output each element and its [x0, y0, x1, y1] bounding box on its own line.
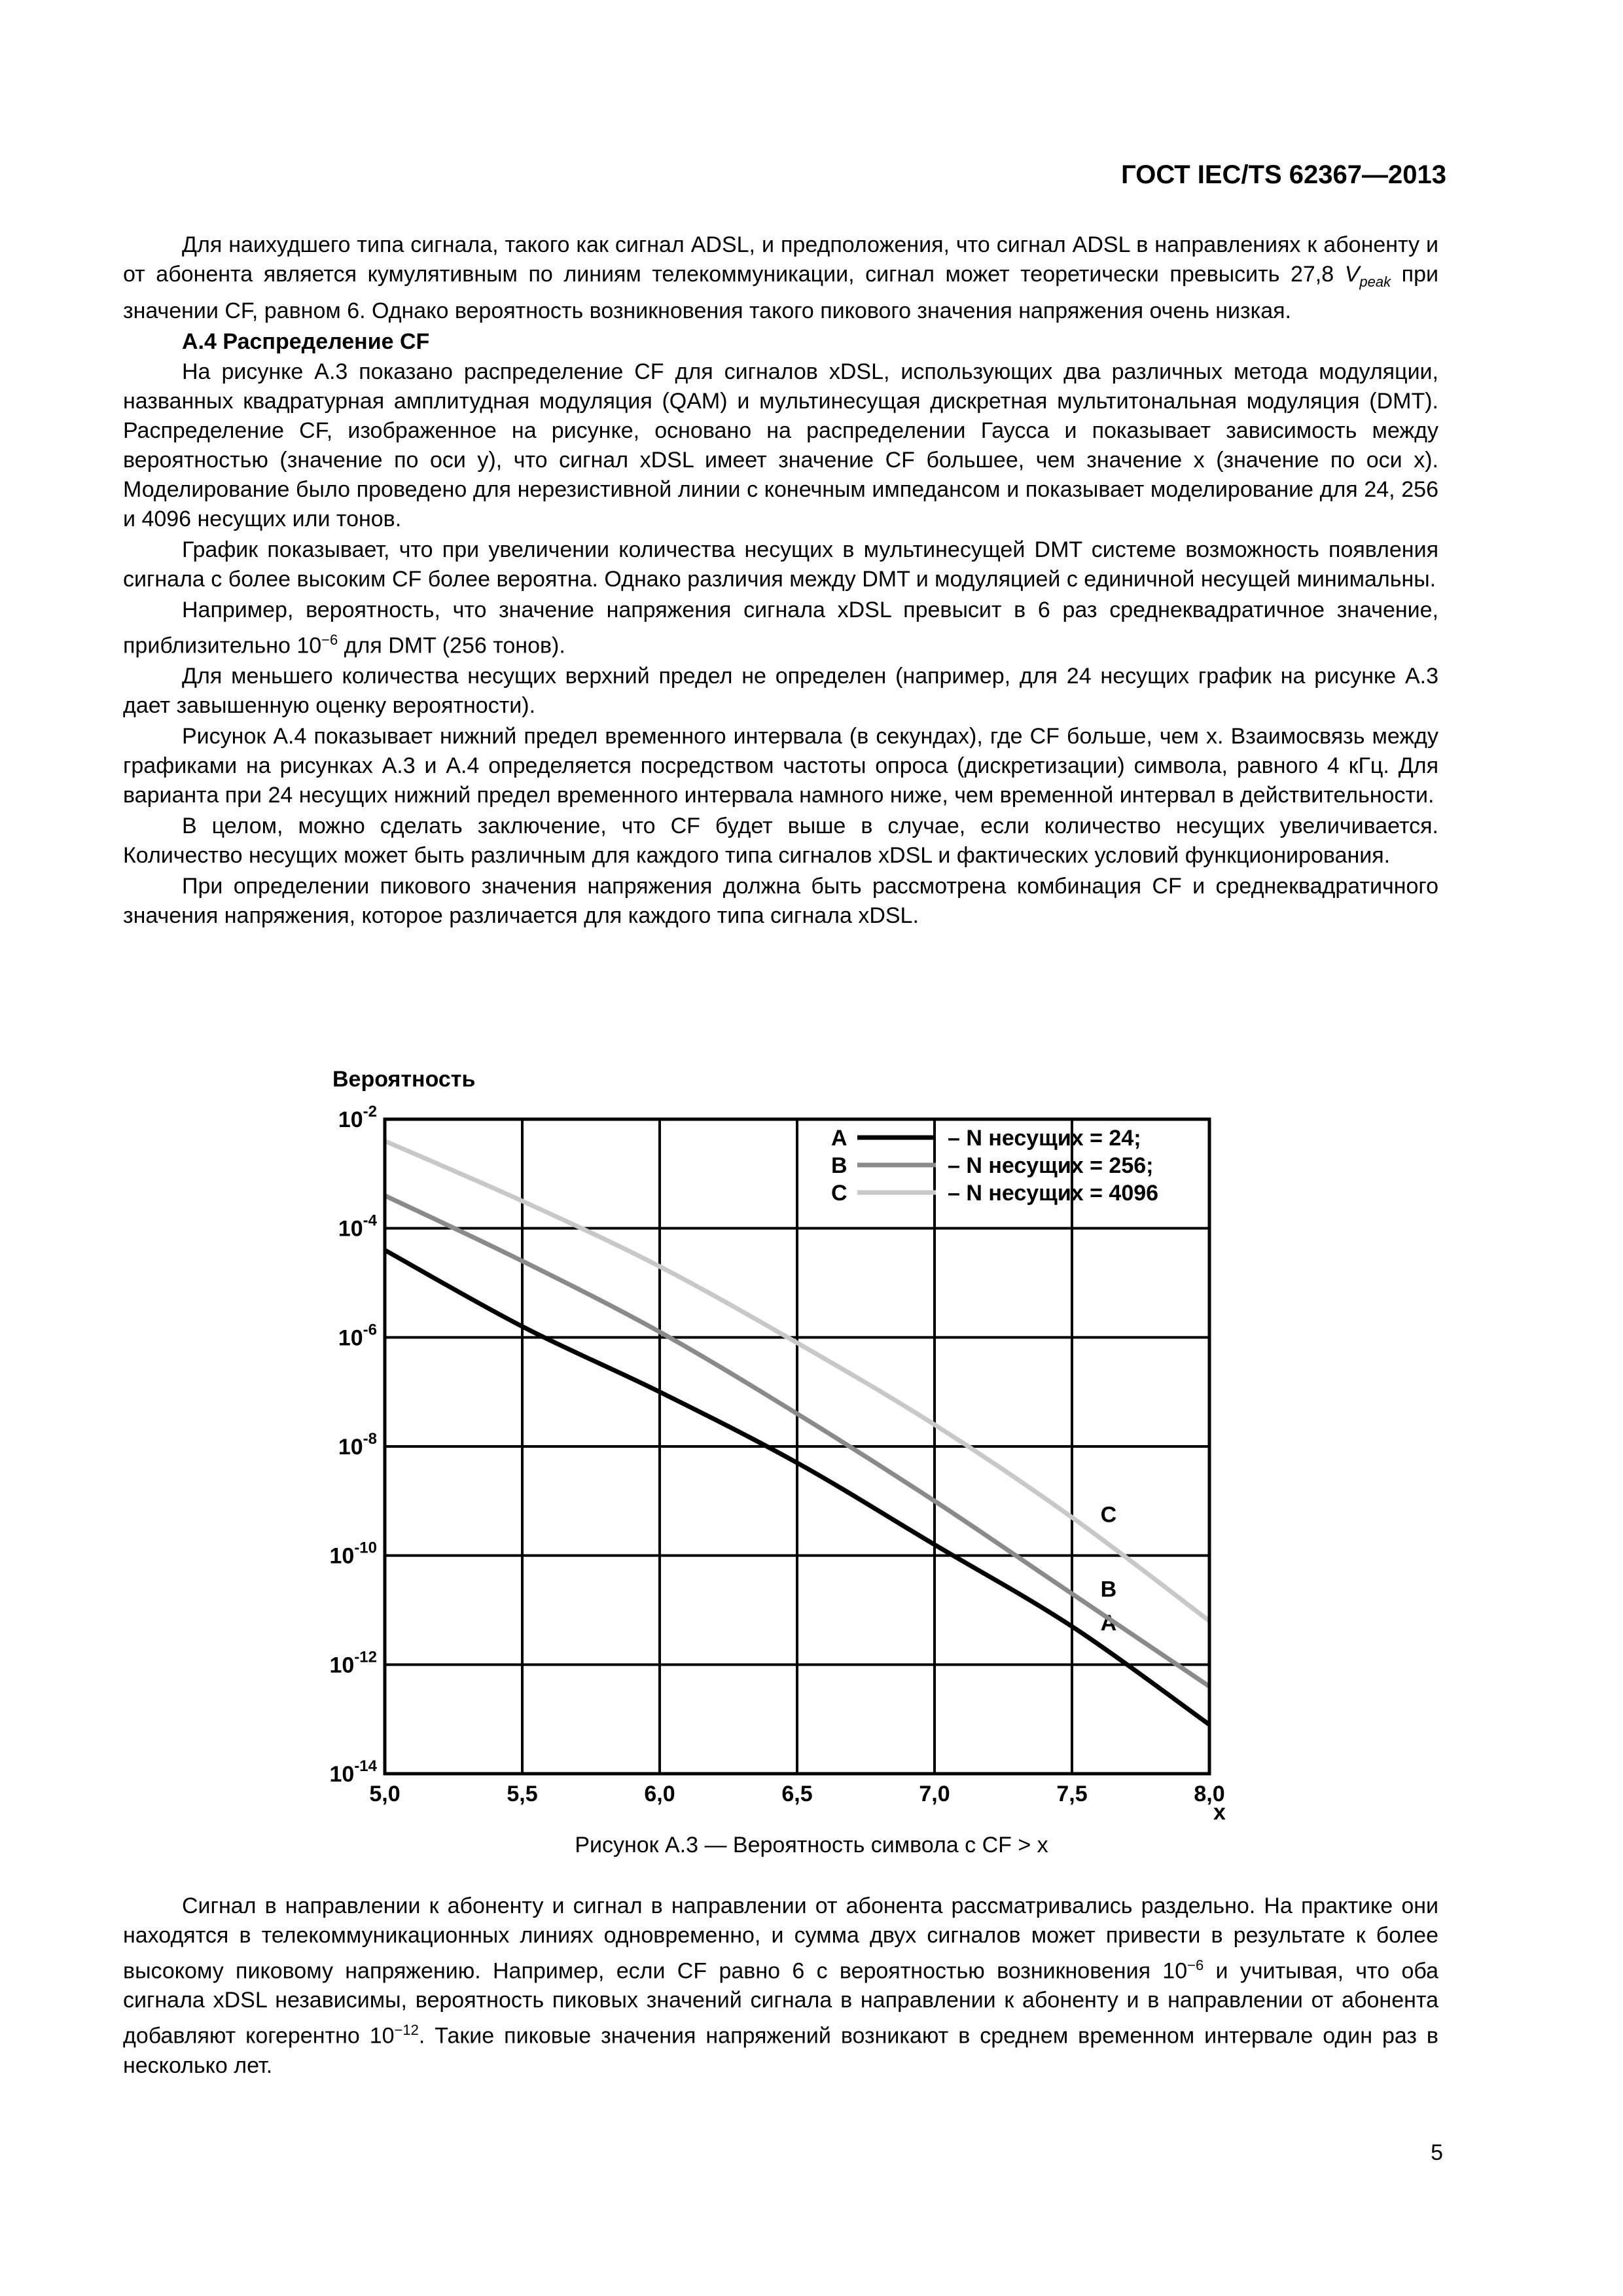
figure-caption: Рисунок А.3 — Вероятность символа с CF > x: [575, 1833, 1048, 1857]
series-label-a: A: [1100, 1611, 1117, 1636]
chart-axes: [329, 1103, 1224, 1806]
x-tick-label: 7,5: [1056, 1782, 1088, 1806]
y-axis-label: Вероятность: [332, 1067, 476, 1092]
standard-id: ГОСТ IEC/TS 62367—2013: [1121, 160, 1446, 189]
body-text-top: [123, 230, 1438, 931]
x-tick-label: 6,5: [781, 1782, 813, 1806]
x-tick-label: 6,0: [644, 1782, 675, 1806]
paragraph: В целом, можно сделать заключение, что CF будет выше в случае, если количество несущих увеличивается. Количество несущих может быть различным для каждого типа сигналов xDSL и фактических условий функционирования.: [123, 814, 1438, 869]
chart-grid: [385, 1119, 1209, 1774]
y-tick-label: $10^{-10}$: [329, 1539, 377, 1569]
legend-entry: – N несущих = 4096: [948, 1181, 1159, 1206]
paragraph: Для меньшего количества несущих верхний предел не определен (например, для 24 несущих график на рисунке А.3 дает завышенную оценку вероятности).: [123, 664, 1438, 719]
legend-letter: B: [831, 1153, 847, 1178]
y-tick-label: $10^{-12}$: [329, 1648, 377, 1678]
x-tick-label: 5,5: [507, 1782, 538, 1806]
paragraph: При определении пикового значения напряжения должна быть рассмотрена комбинация CF и среднеквадратичного значения напряжения, которое различается для каждого типа сигнала xDSL.: [123, 874, 1438, 929]
legend-letter: A: [831, 1126, 847, 1151]
legend-letter: C: [831, 1181, 847, 1206]
y-tick-label: $10^{-6}$: [338, 1321, 377, 1351]
legend-entry: – N несущих = 24;: [948, 1126, 1141, 1151]
paragraph: Сигнал в направлении к абоненту и сигнал в направлении от абонента рассматривались раздельно. На практике они находятся в телекоммуникационных линиях одновременно, и сумма двух сигналов может привести в результате к более высокому пиковому напряжению. Например, если CF равно 6 с вероятностью возникновения $10^{-6}$ и учитывая, что оба сигнала xDSL независимы, вероятность пиковых значений сигнала в направлении к абоненту и в направлении от абонента добавляют когерентно $10^{-12}$. Такие пиковые значения напряжений возникают в среднем временном интервале один раз в несколько лет.: [123, 1893, 1438, 2078]
paragraph: Рисунок А.4 показывает нижний предел временного интервала (в секундах), где CF больше, чем x. Взаимосвязь между графиками на рисунках А.3 и А.4 определяется посредством частоты опроса (дискретизации) символа, равного 4 кГц. Для варианта при 24 несущих нижний предел временного интервала намного ниже, чем временной интервал в действительности.: [123, 724, 1438, 808]
x-tick-label: 7,0: [919, 1782, 950, 1806]
paragraph: Для наихудшего типа сигнала, такого как сигнал ADSL, и предположения, что сигнал ADSL в направлениях к абоненту и от абонента является кумулятивным по линиям телекоммуникации, сигнал может теоретически превысить 27,8 $V_{peak}$ при значении CF, равном 6. Однако вероятность возникновения такого пикового значения напряжения очень низкая.: [123, 232, 1438, 323]
y-tick-label: $10^{-2}$: [338, 1103, 377, 1132]
y-tick-label: $10^{-14}$: [329, 1757, 377, 1787]
y-tick-label: $10^{-4}$: [338, 1211, 377, 1242]
legend-entry: – N несущих = 256;: [948, 1153, 1154, 1178]
x-tick-label: 8,0: [1194, 1782, 1225, 1806]
figure-a3: [0, 1047, 1623, 1885]
series-label-c: C: [1100, 1502, 1117, 1528]
probability-chart: [0, 1047, 1623, 1833]
y-tick-label: $10^{-8}$: [338, 1430, 377, 1460]
paragraph: Например, вероятность, что значение напряжения сигнала xDSL превысит в 6 раз среднеквадратичное значение, приблизительно $10^{-6}$ для DMT (256 тонов).: [123, 597, 1438, 658]
x-tick-label: 5,0: [369, 1782, 401, 1806]
body-text-bottom: [123, 1892, 1438, 2081]
x-axis-label: x: [1213, 1800, 1226, 1825]
series-label-b: B: [1100, 1577, 1117, 1602]
paragraph: График показывает, что при увеличении количества несущих в мультинесущей DMT системе возможность появления сигнала с более высоким CF более вероятна. Однако различия между DMT и модуляцией с единичной несущей минимальны.: [123, 537, 1438, 592]
section-title: А.4 Распределение CF: [182, 329, 430, 354]
page-number: 5: [1431, 2140, 1443, 2165]
chart-legend: [831, 1126, 1158, 1206]
paragraph: На рисунке А.3 показано распределение CF для сигналов xDSL, использующих два различных метода модуляции, названных квадратурная амплитудная модуляция (QAM) и мультинесущая дискретная мультитональная модуляция (DMT). Распределение CF, изображенное на рисунке, основано на распределении Гаусса и показывает зависимость между вероятностью (значение по оси y), что сигнал xDSL имеет значение CF большее, чем значение x (значение по оси x). Моделирование было проведено для нерезистивной линии с конечным импедансом и показывает моделирование для 24, 256 и 4096 несущих или тонов.: [123, 359, 1438, 531]
